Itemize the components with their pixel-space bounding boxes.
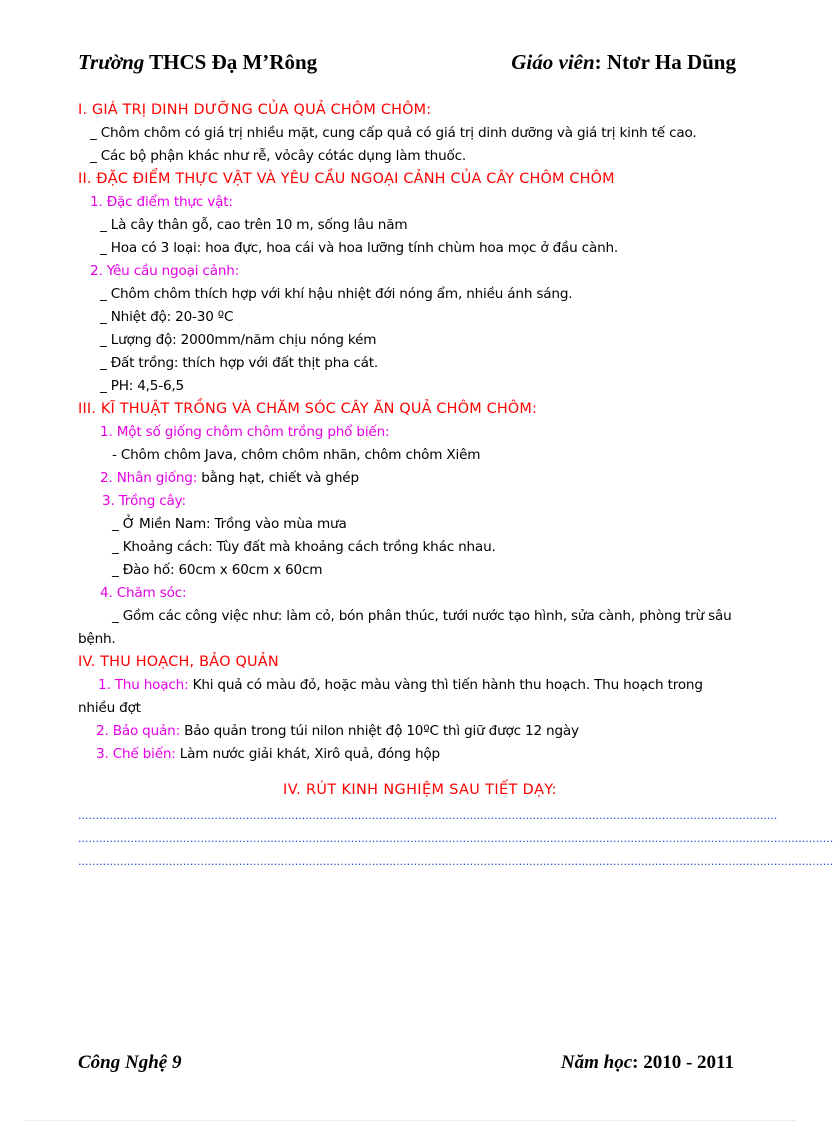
subject-label: Công Nghệ 9: [78, 1052, 182, 1073]
section-3-sub-2-label: 2. Nhân giống:: [100, 470, 198, 486]
section-4-sub-2: [78, 720, 738, 743]
section-3-sub-1-line-1: - Chôm chôm Java, chôm chôm nhãn, chôm chôm Xiêm: [112, 447, 481, 463]
section-4-sub-1-label: 1. Thu hoạch:: [98, 677, 189, 693]
teacher-name: : Ntơr Ha Dũng: [594, 50, 736, 74]
section-3-sub-2: [78, 467, 738, 490]
section-1-title: I. GIÁ TRỊ DINH DƯỠNG CỦA QUẢ CHÔM CHÔM:: [78, 102, 432, 118]
section-2-title: II. ĐẶC ĐIỂM THỰC VẬT VÀ YÊU CẦU NGOẠI CẢNH CỦA CÂY CHÔM CHÔM: [78, 171, 615, 187]
section-2-sub-1: 1. Đặc điểm thực vật:: [90, 194, 233, 210]
teacher-header: [511, 50, 736, 75]
rkn-title: IV. RÚT KINH NGHIỆM SAU TIẾT DẠY:: [283, 782, 557, 798]
section-3-sub-3-line-1: _ Ở Miền Nam: Trồng vào mùa mưa: [112, 516, 347, 532]
rkn-dots-1: ........................................................................................................................................................................................................: [78, 809, 778, 822]
section-3-sub-3-line-2: _ Khoảng cách: Tùy đất mà khoảng cách trồng khác nhau.: [112, 539, 496, 555]
section-2-sub-2: 2. Yêu cầu ngoại cảnh:: [90, 263, 240, 279]
section-4-title: IV. THU HOẠCH, BẢO QUẢN: [78, 654, 279, 670]
section-3-sub-3: 3. Trồng cây:: [102, 493, 186, 509]
year-label: Năm học: [560, 1052, 633, 1073]
section-2-sub-2-line-1: _ Chôm chôm thích hợp với khí hậu nhiệt đới nóng ẩm, nhiều ánh sáng.: [100, 286, 573, 302]
section-4-sub-3-text: Làm nước giải khát, Xirô quả, đóng hộp: [175, 746, 440, 762]
section-1-line-2: _ Các bộ phận khác như rễ, vỏcây cótác dụng làm thuốc.: [90, 148, 467, 164]
page-header: [78, 50, 736, 75]
section-3-sub-1: 1. Một số giống chôm chôm trồng phổ biến:: [100, 424, 390, 440]
section-2-sub-2-line-3: _ Lượng độ: 2000mm/năm chịu nóng kém: [100, 332, 377, 348]
school-year: [561, 1052, 734, 1074]
section-4-sub-3: [78, 743, 738, 766]
section-2-sub-1-line-1: _ Là cây thân gỗ, cao trên 10 m, sống lâu năm: [100, 217, 408, 233]
section-3-sub-4-line-1: _ Gồm các công việc như: làm cỏ, bón phân thúc, tưới nước tạo hình, sửa cành, phòng trừ sâu bệnh.: [78, 608, 732, 647]
school-label: Trường: [78, 50, 145, 74]
rkn-dots-2: ........................................................................................................................................................................................................................: [78, 832, 833, 845]
section-3-sub-3-line-3: _ Đào hố: 60cm x 60cm x 60cm: [112, 562, 323, 578]
school-name: THCS Đạ M’Rông: [144, 50, 318, 74]
section-3-sub-2-text: bằng hạt, chiết và ghép: [197, 470, 359, 486]
page-footer: [78, 1052, 734, 1074]
section-4-sub-3-label: 3. Chế biến:: [96, 746, 176, 762]
section-3-title: III. KĨ THUẬT TRỒNG VÀ CHĂM SÓC CÂY ĂN QUẢ CHÔM CHÔM:: [78, 401, 538, 417]
section-4-sub-1-text: Khi quả có màu đỏ, hoặc màu vàng thì tiến hành thu hoạch. Thu hoạch trong nhiều đợt: [78, 677, 703, 716]
section-2-sub-1-line-2: _ Hoa có 3 loại: hoa đực, hoa cái và hoa lưỡng tính chùm hoa mọc ở đầu cành.: [100, 240, 619, 256]
rkn-dots-3: ........................................................................................................................................................................................................................: [78, 855, 833, 868]
section-4-sub-2-label: 2. Bảo quản:: [96, 723, 180, 739]
school-header: [78, 50, 317, 75]
page-bottom-rule: [25, 1120, 795, 1121]
section-2-sub-2-line-5: _ PH: 4,5-6,5: [100, 378, 184, 394]
teacher-label: Giáo viên: [511, 50, 595, 74]
section-2-sub-2-line-2: _ Nhiệt độ: 20-30 ºC: [100, 309, 234, 325]
year-value: : 2010 - 2011: [632, 1052, 734, 1073]
section-4-sub-2-text: Bảo quản trong túi nilon nhiệt độ 10ºC thì giữ được 12 ngày: [179, 723, 579, 739]
section-4-sub-1: [78, 674, 738, 720]
section-1-line-1: _ Chôm chôm có giá trị nhiều mặt, cung cấp quả có giá trị dinh dưỡng và giá trị kinh tế cao.: [90, 125, 697, 141]
section-2-sub-2-line-4: _ Đất trồng: thích hợp với đất thịt pha cát.: [100, 355, 379, 371]
document-body: [78, 99, 833, 873]
section-3-sub-4: 4. Chăm sóc:: [100, 585, 187, 601]
